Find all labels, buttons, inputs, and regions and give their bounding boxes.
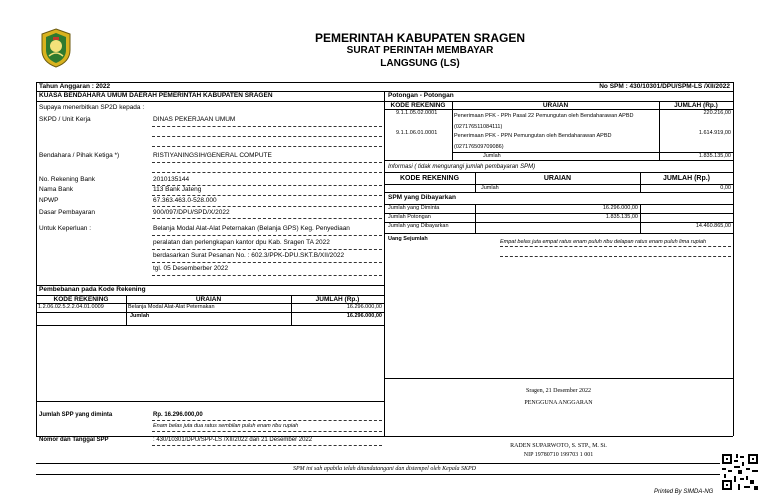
printed-by: Printed By SIMDA-NG: [654, 489, 714, 495]
nomor-dash: [152, 445, 382, 446]
spp-label: Jumlah SPP yang diminta: [39, 412, 113, 418]
info-jumlah-label: Jumlah: [481, 185, 499, 191]
header-line-1: PEMERINTAH KABUPATEN SRAGEN: [314, 31, 525, 45]
kuasa-underline: [36, 101, 384, 102]
skpd-dash-3: [152, 146, 382, 147]
bendahara-value: RISTIYANINGSIH/GENERAL COMPUTE: [153, 152, 272, 159]
pembebanan-row-jumlah: 16.296.000,00: [346, 304, 382, 310]
info-header-kode: KODE REKENING: [399, 175, 460, 182]
pembebanan-row-kode: 1.2.06.02.5.2.2.04.01.0009: [38, 304, 104, 310]
potongan-row-2-jumlah: 1.614.919,00: [698, 130, 731, 136]
bendahara-label: Bendahara / Pihak Ketiga *): [39, 152, 120, 159]
spp-dash-1: [152, 420, 382, 421]
sign-date: Sragen, 21 Desember 2022: [526, 388, 591, 394]
skpd-dash-2: [152, 136, 382, 137]
spm-row-1-bottom: [384, 213, 733, 214]
keperluan-dash-4: [152, 275, 382, 276]
info-bottom: [384, 192, 733, 193]
spm-col-2: [640, 204, 641, 234]
potongan-header-uraian: URAIAN: [542, 102, 569, 109]
pembebanan-row-bottom: [36, 312, 384, 313]
pembebanan-jumlah-label: Jumlah: [130, 313, 150, 319]
npwp-dash: [152, 206, 382, 207]
spp-dash-2: [152, 431, 382, 432]
spm-rows-bottom: [384, 233, 733, 234]
info-header-jumlah: JUMLAH (Rp.): [662, 175, 711, 182]
potongan-row-1-kode: 9.1.1.05.02.0001: [396, 110, 438, 116]
sign-top: [384, 378, 733, 379]
footer-note: SPM ini sah apabila telah ditandatangani dan distempel oleh Kepala SKPD: [293, 466, 476, 472]
bank-label: Nama Bank: [39, 186, 73, 193]
uang-value: Empat belas juta empat ratus enam puluh ribu delapan ratus enam puluh lima rupiah: [500, 239, 707, 245]
regency-logo-icon: [40, 28, 72, 68]
npwp-label: NPWP: [39, 197, 59, 204]
bank-value: 113 Bank Jateng: [153, 186, 202, 193]
pembebanan-header-uraian: URAIAN: [195, 296, 222, 303]
keperluan-line-4: tgl. 05 Desemberber 2022: [153, 265, 229, 272]
info-header-top: [384, 172, 733, 173]
bendahara-dash-1: [152, 162, 382, 163]
spm-row-2-label: Jumlah Potongan: [388, 214, 431, 220]
frame-left: [36, 82, 37, 436]
potongan-title: Potongan - Potongan: [388, 92, 454, 99]
pembebanan-row-uraian: Belanja Modal Alat-Alat Peternakan: [128, 304, 215, 310]
bendahara-dash-2: [152, 172, 382, 173]
potongan-row-1-jumlah: 220.216,00: [703, 110, 731, 116]
potongan-row-1-uraian: Penerimaan PFK - PPh Pasal 22 Pemungutan oleh Bendaharawan APBD (027176511084111): [454, 113, 634, 130]
nomor-value: : 430/10301/DPU/SPP-LS /XII/2022 dan 21 Desember 2022: [153, 437, 313, 443]
info-jumlah-value: 0,00: [720, 185, 731, 191]
spm-row-1-value: 16.296.000,00: [602, 205, 638, 211]
pembebanan-title: Pembebanan pada Kode Rekening: [39, 286, 146, 293]
rekening-value: 2010135144: [153, 176, 190, 183]
sign-nip: NIP 19780710 199703 1 001: [523, 452, 594, 458]
keperluan-dash-2: [152, 249, 382, 250]
supaya-text: Supaya menerbitkan SP2D kepada :: [39, 104, 145, 111]
header-line-3: LANGSUNG (LS): [380, 58, 460, 69]
qr-code-icon: [720, 452, 760, 492]
potongan-header-jumlah: JUMLAH (Rp.): [674, 102, 718, 109]
info-header-uraian: URAIAN: [543, 175, 572, 182]
pembebanan-bottom: [36, 325, 384, 326]
spm-row-2-value: 1.835.135,00: [605, 214, 638, 220]
potongan-header-kode: KODE REKENING: [390, 102, 446, 109]
no-spm: No SPM : 430/10301/DPU/SPM-LS /XII/2022: [599, 83, 730, 90]
spp-top: [36, 401, 384, 402]
keperluan-line-2: peralatan dan perlengkapan kantor dpu Kab. Sragen TA 2022: [153, 239, 330, 246]
frame-right: [733, 82, 734, 436]
sign-role: PENGGUNA ANGGARAN: [524, 400, 593, 406]
dasar-value: 900/097/DPU/SPD/X/2022: [153, 209, 230, 216]
tahun-anggaran: Tahun Anggaran : 2022: [39, 83, 111, 90]
informasi-text: Informasi ( tidak mengurangi jumlah pembayaran SPM): [388, 164, 536, 170]
pembebanan-jumlah-value: 16.296.000,00: [346, 313, 382, 319]
npwp-value: 67.363.463.0-528.000: [153, 197, 217, 204]
spp-terbilang: Enam belas juta dua ratus sembilan puluh enam ribu rupiah: [153, 423, 299, 429]
uang-dash-1: [500, 246, 731, 247]
potongan-bottom: [384, 160, 733, 161]
spp-value: Rp. 16.296.000,00: [153, 412, 203, 418]
bank-dash: [152, 195, 382, 196]
potongan-jumlah-label: Jumlah: [483, 153, 501, 159]
keperluan-label: Untuk Keperluan :: [39, 225, 92, 232]
rekening-label: No. Rekening Bank: [39, 176, 96, 183]
spm-row-3-label: Jumlah yang Dibayarkan: [388, 223, 449, 229]
sign-name: RADEN SUPARWOTO, S. STP., M. Si.: [510, 443, 607, 449]
uang-label: Uang Sejumlah: [388, 236, 428, 242]
nomor-label: Nomor dan Tanggal SPP: [39, 437, 109, 443]
kuasa-title: KUASA BENDAHARA UMUM DAERAH PEMERINTAH KABUPATEN SRAGEN: [39, 92, 273, 99]
skpd-dash-1: [152, 126, 382, 127]
spm-row-3-value: 14.460.865,00: [695, 223, 731, 229]
spm-title: SPM yang Dibayarkan: [388, 194, 456, 201]
footer-bottom: [36, 474, 733, 475]
spm-row-1-label: Jumlah yang Diminta: [388, 205, 440, 211]
pembebanan-header-kode: KODE REKENING: [53, 296, 109, 303]
potongan-row-2-uraian: Penerimaan PFK - PPN Pemungutan oleh Bendaharawan APBD (027176509709086): [454, 133, 612, 150]
pembebanan-header-jumlah: JUMLAH (Rp.): [315, 296, 360, 303]
potongan-jumlah-value: 1.835.135,00: [698, 153, 731, 159]
keperluan-dash-3: [152, 262, 382, 263]
potongan-row-2-kode: 9.1.1.06.01.0001: [396, 130, 438, 136]
frame-middle: [384, 91, 385, 436]
skpd-value: DINAS PEKERJAAN UMUM: [153, 116, 236, 123]
keperluan-dash-1: [152, 235, 382, 236]
frame-bottom: [36, 436, 733, 437]
keperluan-line-3: berdasarkan Surat Pesanan No. : 602.3/PPK-DPU.SKT.B/XII/2022: [153, 252, 345, 259]
skpd-label: SKPD / Unit Kerja: [39, 116, 91, 123]
keperluan-line-1: Belanja Modal Alat-Alat Peternakan (Belanja GPS) Keg. Penyediaan: [153, 225, 350, 232]
footer-top: [36, 463, 733, 464]
dasar-dash: [152, 218, 382, 219]
header-line-2: SURAT PERINTAH MEMBAYAR: [346, 45, 494, 56]
dasar-label: Dasar Pembayaran: [39, 209, 95, 216]
uang-dash-2: [500, 256, 731, 257]
info-header-bottom: [384, 184, 733, 185]
